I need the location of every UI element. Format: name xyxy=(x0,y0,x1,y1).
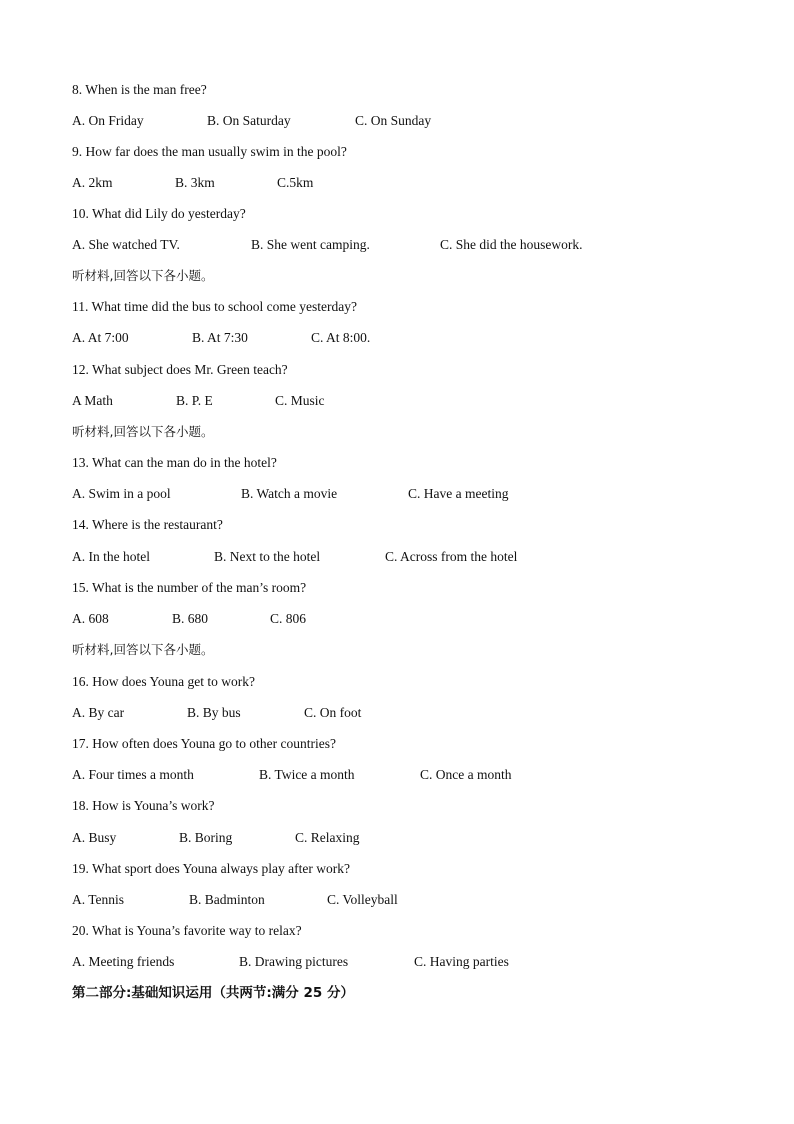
option-a: A. In the hotel xyxy=(72,549,150,564)
option-c: C. Have a meeting xyxy=(408,486,509,501)
option-a: A. On Friday xyxy=(72,113,144,128)
option-b: B. Watch a movie xyxy=(241,486,338,501)
option-a: A. At 7:00 xyxy=(72,330,129,345)
option-c: C. Relaxing xyxy=(295,830,360,845)
option-b: B. On Saturday xyxy=(207,113,291,128)
option-c: C. On Sunday xyxy=(355,113,432,128)
option-a: A. By car xyxy=(72,705,125,720)
option-a: A. Swim in a pool xyxy=(72,486,171,501)
question-19: 19. What sport does Youna always play after work? xyxy=(72,861,350,876)
question-15: 15. What is the number of the man’s room? xyxy=(72,580,307,595)
listening-instruction: 听材料,回答以下各小题。 xyxy=(72,268,214,283)
option-a: A. Four times a month xyxy=(72,767,194,782)
listening-instruction: 听材料,回答以下各小题。 xyxy=(72,424,214,439)
option-b: B. By bus xyxy=(187,705,241,720)
option-b: B. Badminton xyxy=(189,892,265,907)
question-17: 17. How often does Youna go to other countries? xyxy=(72,736,336,751)
option-a: A. She watched TV. xyxy=(72,237,180,252)
option-b: B. Boring xyxy=(179,830,233,845)
question-18: 18. How is Youna’s work? xyxy=(72,798,215,813)
option-c: C. Music xyxy=(275,393,325,408)
option-b: B. At 7:30 xyxy=(192,330,248,345)
option-a: A. 2km xyxy=(72,175,113,190)
option-c: C. 806 xyxy=(270,611,307,626)
question-16: 16. How does Youna get to work? xyxy=(72,674,255,689)
question-10: 10. What did Lily do yesterday? xyxy=(72,206,246,221)
question-9: 9. How far does the man usually swim in the pool? xyxy=(72,144,347,159)
option-c: C. Having parties xyxy=(414,954,509,969)
question-14: 14. Where is the restaurant? xyxy=(72,517,223,532)
section-heading: 第二部分:基础知识运用（共两节:满分 25 分） xyxy=(72,985,354,1001)
option-c: C. At 8:00. xyxy=(311,330,371,345)
option-c: C. Once a month xyxy=(420,767,512,782)
option-a: A. Tennis xyxy=(72,892,125,907)
question-11: 11. What time did the bus to school come yesterday? xyxy=(72,299,357,314)
option-b: B. 3km xyxy=(175,175,215,190)
option-a: A Math xyxy=(72,393,113,408)
option-a: A. 608 xyxy=(72,611,109,626)
question-20: 20. What is Youna’s favorite way to relax? xyxy=(72,923,302,938)
option-c: C. Volleyball xyxy=(327,892,398,907)
option-b: B. 680 xyxy=(172,611,209,626)
option-c: C.5km xyxy=(277,175,314,190)
question-13: 13. What can the man do in the hotel? xyxy=(72,455,277,470)
option-a: A. Meeting friends xyxy=(72,954,175,969)
option-c: C. She did the housework. xyxy=(440,237,583,252)
option-b: B. P. E xyxy=(176,393,213,408)
option-b: B. Twice a month xyxy=(259,767,355,782)
option-b: B. She went camping. xyxy=(251,237,370,252)
question-8: 8. When is the man free? xyxy=(72,82,207,97)
option-b: B. Next to the hotel xyxy=(214,549,321,564)
option-b: B. Drawing pictures xyxy=(239,954,349,969)
listening-instruction: 听材料,回答以下各小题。 xyxy=(72,642,214,657)
option-c: C. Across from the hotel xyxy=(385,549,518,564)
question-12: 12. What subject does Mr. Green teach? xyxy=(72,362,288,377)
option-a: A. Busy xyxy=(72,830,117,845)
option-c: C. On foot xyxy=(304,705,362,720)
